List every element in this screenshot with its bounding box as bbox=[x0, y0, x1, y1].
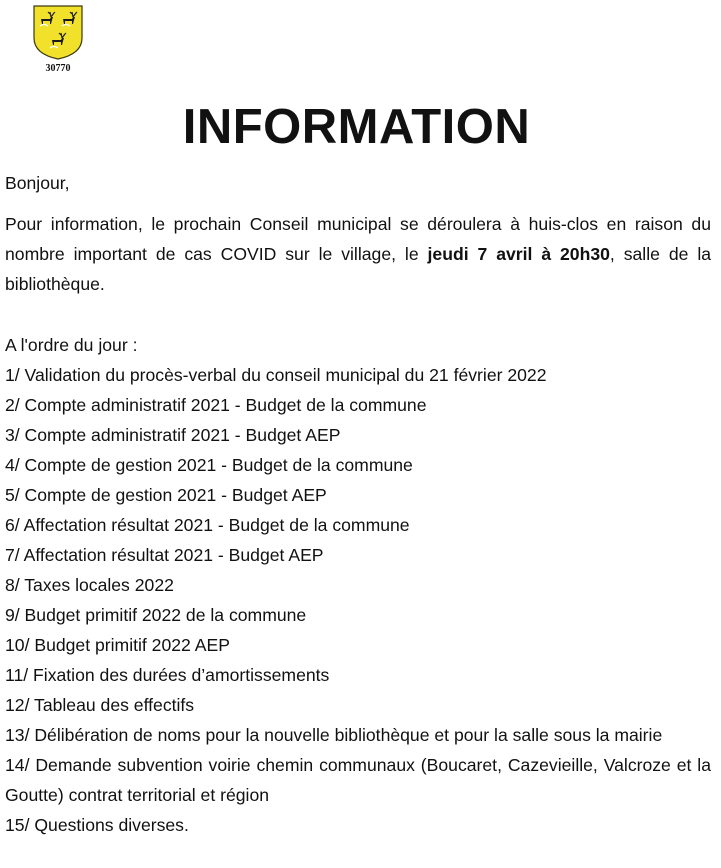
agenda-item: 4/ Compte de gestion 2021 - Budget de la commune bbox=[5, 455, 413, 475]
agenda-item: 3/ Compte administratif 2021 - Budget AEP bbox=[5, 425, 341, 445]
agenda bbox=[5, 330, 711, 840]
agenda-heading: A l'ordre du jour : bbox=[5, 335, 138, 355]
agenda-item: 1/ Validation du procès-verbal du conseil municipal du 21 février 2022 bbox=[5, 365, 547, 385]
agenda-item: 5/ Compte de gestion 2021 - Budget AEP bbox=[5, 485, 327, 505]
agenda-item: 13/ Délibération de noms pour la nouvelle bibliothèque et pour la salle sous la mairie bbox=[5, 725, 663, 745]
agenda-item: 7/ Affectation résultat 2021 - Budget AEP bbox=[5, 545, 324, 565]
coat-of-arms-icon bbox=[32, 4, 84, 60]
intro-text-end: , salle de la bibliothèque. bbox=[5, 244, 712, 294]
municipal-logo bbox=[31, 4, 85, 80]
agenda-item: 14/ Demande subvention voirie chemin communaux (Boucaret, Cazevieille, Valcroze et la Goutte) contrat territorial et région bbox=[5, 755, 711, 805]
agenda-item: 11/ Fixation des durées d’amortissements bbox=[5, 665, 330, 685]
agenda-item: 15/ Questions diverses. bbox=[5, 815, 189, 835]
agenda-item: 12/ Tableau des effectifs bbox=[5, 695, 195, 715]
agenda-item: 10/ Budget primitif 2022 AEP bbox=[5, 635, 230, 655]
intro-paragraph bbox=[5, 209, 711, 299]
agenda-item: 2/ Compte administratif 2021 - Budget de la commune bbox=[5, 395, 427, 415]
page-title: INFORMATION bbox=[182, 100, 531, 154]
meeting-date: jeudi 7 avril à 20h30 bbox=[427, 244, 610, 264]
agenda-item: 8/ Taxes locales 2022 bbox=[5, 575, 174, 595]
intro-text: Pour information, le prochain Conseil municipal se déroulera à huis-clos en raison du nombre important de cas COVID sur le village, le bbox=[5, 214, 711, 264]
greeting: Bonjour, bbox=[5, 173, 70, 193]
postcode: 30770 bbox=[45, 63, 71, 74]
agenda-item: 9/ Budget primitif 2022 de la commune bbox=[5, 605, 307, 625]
agenda-item: 6/ Affectation résultat 2021 - Budget de la commune bbox=[5, 515, 410, 535]
